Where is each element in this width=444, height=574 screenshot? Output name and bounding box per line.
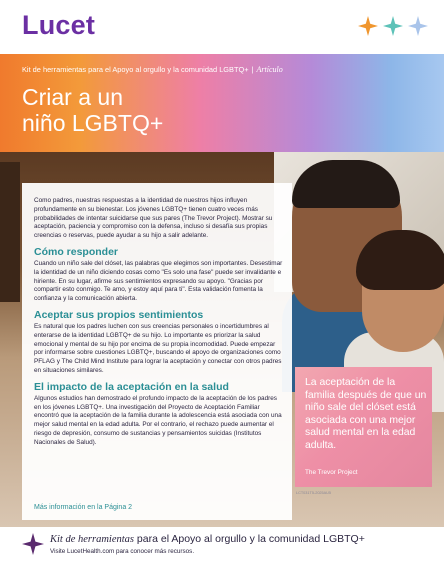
title-line-1: Criar a un — [22, 84, 123, 110]
section-heading-respond: Cómo responder — [34, 245, 119, 258]
article-card — [22, 183, 292, 520]
teal-star-icon — [383, 16, 403, 36]
photo-credit-code: LCT031T5-2025AU5 — [296, 491, 332, 495]
page-title — [22, 84, 163, 136]
kit-text: Kit de herramientas para el Apoyo al orgullo y la comunidad LGBTQ+ — [22, 65, 249, 74]
callout-source: The Trevor Project — [305, 469, 358, 476]
footer-star-icon — [22, 533, 44, 555]
section-heading-feelings: Aceptar sus propios sentimientos — [34, 308, 204, 321]
section-heading-health: El impacto de la aceptación en la salud — [34, 380, 229, 393]
title-line-2: niño LGBTQ+ — [22, 110, 164, 136]
section-body-health: Algunos estudios han demostrado el profundo impacto de la aceptación de los padres en los jóvenes LGBTQ+. Una investigación del Proyecto de Aceptación Familiar encontró que la aceptación de la familia durante la adolescencia está asociada con una mejor salud mental en la edad adulta. Por el contrario, el rechazo puede aumentar el riesgo de depresión, consumo de sustancias y pensamientos suicidas (Institutos Nacionales de Salud). — [34, 394, 282, 446]
section-body-feelings: Es natural que los padres luchen con sus creencias personales o incertidumbres al enterarse de la identidad LGBTQ+ de su hijo. Lo importante es priorizar la salud emocional y mental de su hijo por encima de su propia incomodidad. Puede empezar por informarse sobre cuestiones LGBTQ+, buscando el apoyo de organizaciones como PFLAG y The Child Mind Institute para lograr la aceptación y conectar con otros padres en situaciones similares. — [34, 322, 282, 374]
section-body-respond: Cuando un niño sale del clóset, las palabras que elegimos son importantes. Desestimar la identidad de un niño diciendo cosas como "Es solo una fase" puede ser invalidante e hiriente. En su lugar, afirme sus sentimientos expresando su apoyo. "Gracias por compartir esto conmigo. Te amo, y estoy aquí para ti". Esta validación fomenta la confianza y la comunicación abierta. — [34, 259, 283, 303]
lucet-logo: Lucet — [22, 10, 96, 40]
page-footer — [0, 527, 444, 574]
decorative-stars — [358, 16, 428, 36]
footer-title-rest: para el Apoyo al orgullo y la comunidad LGBTQ+ — [134, 533, 365, 545]
blue-star-icon — [408, 16, 428, 36]
callout-quote: La aceptación de la familia después de que un niño sale del clóset está asociada con una mejor salud mental en la edad adulta. — [305, 377, 427, 451]
footer-title — [50, 533, 365, 545]
page-header — [0, 0, 444, 54]
footer-kit-italic: Kit de herramientas — [50, 534, 134, 545]
article-body — [34, 197, 284, 448]
intro-paragraph: Como padres, nuestras respuestas a la identidad de nuestros hijos influyen profundamente en su bienestar. Los jóvenes LGBTQ+ tienen cuatro veces más probabilidades de intentar suicidarse que sus pares (The Trevor Project). Mostrar su aceptación, paciencia y compromiso con la defensa, incluso si desafía sus propias creencias o reservas, puede ayudar a su hijo a salir adelante. — [34, 197, 273, 240]
photo-father-hair — [292, 160, 400, 208]
title-banner — [0, 54, 444, 152]
more-info-link[interactable]: Más información en la Página 2 — [34, 504, 133, 511]
photo-stair-rail — [0, 162, 20, 302]
kit-separator: | — [251, 65, 254, 74]
footer-visit-text[interactable]: Visite LucetHealth.com para conocer más recursos. — [50, 548, 195, 555]
article-label: Artículo — [256, 65, 283, 74]
kit-subtitle — [22, 65, 283, 74]
orange-star-icon — [358, 16, 378, 36]
quote-callout — [295, 367, 432, 487]
